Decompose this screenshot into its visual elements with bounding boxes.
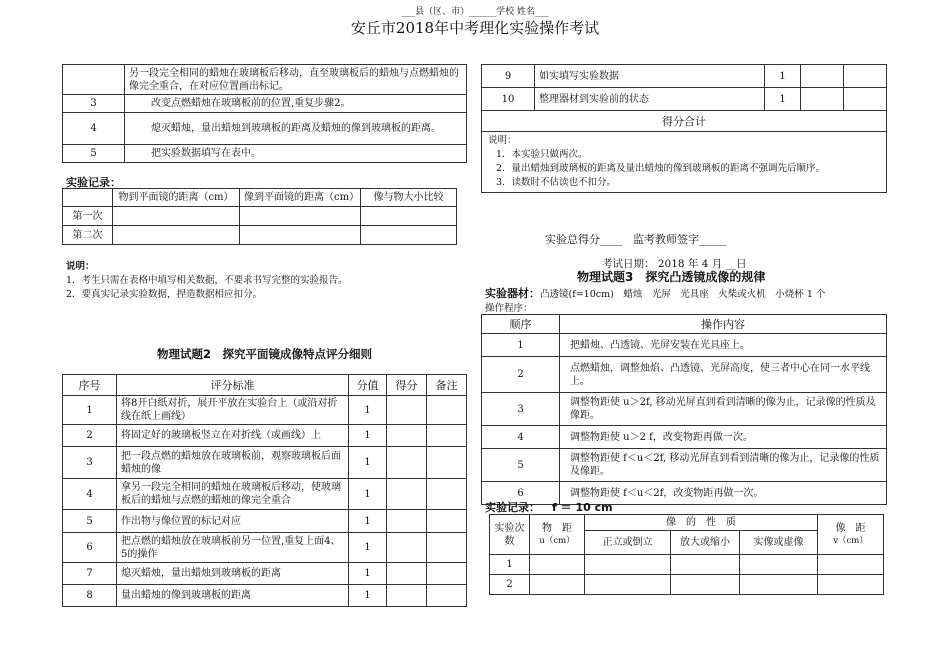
step-text: 熄灭蜡烛，量出蜡烛到玻璃板的距离及蜡烛的像到玻璃板的距离。 bbox=[125, 113, 467, 145]
table-row bbox=[63, 533, 467, 563]
total-label: 得分合计 bbox=[482, 111, 887, 132]
table-row bbox=[490, 555, 884, 575]
empty-cell bbox=[361, 226, 457, 245]
focal-length: f ＝ 10 cm bbox=[552, 501, 613, 514]
operation-text: 点燃蜡烛，调整烛焰、凸透镜、光屏高度，使三者中心在同一水平线上。 bbox=[560, 357, 887, 393]
table-row bbox=[482, 426, 887, 449]
step-number: 5 bbox=[63, 145, 125, 163]
table-row bbox=[482, 334, 887, 357]
empty-cell bbox=[427, 533, 467, 563]
note-item: 3．读数时不估读也不扣分。 bbox=[496, 177, 617, 188]
criterion-text: 将8开白纸对折，展开平放在实验台上（或沿对折线在纸上画线） bbox=[117, 396, 349, 425]
empty-cell bbox=[387, 396, 427, 425]
empty-cell bbox=[427, 510, 467, 533]
equipment-text: 凸透镜(f=10cm) 蜡烛 光屏 光具座 火柴或火机 小烧杯 1 个 bbox=[540, 289, 826, 300]
col-header-image-distance bbox=[818, 515, 884, 555]
col-header-image-nature: 像 的 性 质 bbox=[585, 515, 818, 531]
record-table bbox=[62, 188, 457, 245]
record-header-cell: 像与物大小比较 bbox=[361, 189, 457, 207]
table-header-row bbox=[63, 375, 467, 396]
empty-cell bbox=[387, 447, 427, 479]
score-value: 1 bbox=[349, 396, 387, 425]
criterion-text: 整理器材到实验前的状态 bbox=[535, 88, 765, 111]
table-row bbox=[63, 226, 457, 245]
score-value: 1 bbox=[349, 533, 387, 563]
empty-cell bbox=[801, 65, 844, 88]
procedure-label: 操作程序： bbox=[485, 303, 533, 314]
empty-cell bbox=[427, 425, 467, 447]
row-number: 5 bbox=[482, 449, 560, 482]
record-row-label: 第二次 bbox=[63, 226, 113, 245]
row-number: 6 bbox=[482, 482, 560, 505]
table-row bbox=[63, 479, 467, 510]
table-header-row bbox=[482, 315, 887, 334]
col-header: 备注 bbox=[427, 375, 467, 396]
empty-cell bbox=[427, 447, 467, 479]
notes-label: 说明： bbox=[488, 135, 517, 146]
table-row bbox=[482, 88, 887, 111]
empty-cell bbox=[818, 555, 884, 575]
empty-cell bbox=[387, 510, 427, 533]
note-item: 1．本实验只做两次。 bbox=[496, 149, 588, 160]
empty-cell bbox=[844, 88, 887, 111]
score-value: 1 bbox=[765, 88, 801, 111]
table-row bbox=[63, 396, 467, 425]
empty-cell bbox=[240, 226, 361, 245]
empty-cell bbox=[740, 555, 818, 575]
empty-cell bbox=[585, 575, 671, 595]
operation-text: 把蜡烛、凸透镜、光屏安装在光具座上。 bbox=[560, 334, 887, 357]
exam-date: 考试日期： 2018 年 4 月 __日 bbox=[602, 258, 747, 270]
table-row bbox=[63, 585, 467, 607]
row-number: 5 bbox=[63, 510, 117, 533]
table-row bbox=[63, 563, 467, 585]
header-line: ___县（区、市）______学校 姓名___ bbox=[401, 7, 549, 17]
row-number: 9 bbox=[482, 65, 535, 88]
table-row bbox=[482, 449, 887, 482]
object-distance-unit: u（cm） bbox=[539, 535, 575, 546]
col-header: 顺序 bbox=[482, 315, 560, 334]
object-distance-label: 物 距 bbox=[542, 522, 572, 534]
empty-cell bbox=[427, 563, 467, 585]
operation-text: 调整物距使 u＞2 f，改变物距再做一次。 bbox=[560, 426, 887, 449]
step-number bbox=[63, 65, 125, 95]
image-distance-unit: v（cm） bbox=[833, 535, 868, 546]
table-row bbox=[482, 393, 887, 426]
operation-text: 调整物距使 u＞2f, 移动光屏直到看到清晰的像为止，记录像的性质及像距。 bbox=[560, 393, 887, 426]
col-header: 序号 bbox=[63, 375, 117, 396]
table-row bbox=[63, 65, 467, 95]
table-row bbox=[482, 357, 887, 393]
criterion-text: 熄灭蜡烛，量出蜡烛到玻璃板的距离 bbox=[117, 563, 349, 585]
score-value: 1 bbox=[349, 447, 387, 479]
sub-header: 正立或倒立 bbox=[585, 531, 671, 555]
empty-cell bbox=[818, 575, 884, 595]
table-header-row bbox=[490, 515, 884, 531]
record-row-label: 第一次 bbox=[63, 207, 113, 226]
col-header: 操作内容 bbox=[560, 315, 887, 334]
criterion-text: 如实填写实验数据 bbox=[535, 65, 765, 88]
table-row bbox=[482, 65, 887, 88]
procedure-table bbox=[62, 64, 467, 163]
empty-cell bbox=[387, 533, 427, 563]
sub-header: 放大或缩小 bbox=[671, 531, 740, 555]
table-row bbox=[63, 447, 467, 479]
empty-cell bbox=[671, 555, 740, 575]
sub-header: 实像或虚像 bbox=[740, 531, 818, 555]
test3-record-label: 实验记录： bbox=[485, 501, 540, 514]
criterion-text: 量出蜡烛的像到玻璃板的距离 bbox=[117, 585, 349, 607]
empty-cell bbox=[361, 207, 457, 226]
step-number: 3 bbox=[63, 95, 125, 113]
test3-record-table bbox=[489, 514, 884, 595]
record-header-cell: 物到平面镜的距离（cm） bbox=[113, 189, 240, 207]
step-text: 另一段完全相同的蜡烛在玻璃板后移动，直至玻璃板后的蜡烛与点燃蜡烛的像完全重合，在对应位置画出标记。 bbox=[125, 65, 467, 95]
row-number: 4 bbox=[63, 479, 117, 510]
score-value: 1 bbox=[349, 510, 387, 533]
note-item: 1．考生只需在表格中填写相关数据，不要求书写完整的实验报告。 bbox=[66, 275, 348, 286]
step-text: 改变点燃蜡烛在玻璃板前的位置,重复步骤2。 bbox=[125, 95, 467, 113]
note-item: 2．量出蜡烛到玻璃板的距离及量出蜡烛的像到玻璃板的距离不强调先后顺序。 bbox=[496, 163, 826, 174]
table-row bbox=[63, 425, 467, 447]
row-number: 8 bbox=[63, 585, 117, 607]
col-header: 评分标准 bbox=[117, 375, 349, 396]
score-value: 1 bbox=[349, 585, 387, 607]
col-header: 得分 bbox=[387, 375, 427, 396]
table-row bbox=[482, 132, 887, 193]
table-row bbox=[490, 575, 884, 595]
criterion-text: 将固定好的玻璃板竖立在对折线（或画线）上 bbox=[117, 425, 349, 447]
empty-cell bbox=[427, 396, 467, 425]
equipment-label: 实验器材： bbox=[485, 287, 540, 300]
table-row bbox=[63, 95, 467, 113]
test3-title: 物理试题3 探究凸透镜成像的规律 bbox=[577, 270, 766, 284]
criterion-text: 拿另一段完全相同的蜡烛在玻璃板后移动，使玻璃板后的蜡烛与点燃的蜡烛的像完全重合 bbox=[117, 479, 349, 510]
right-notes bbox=[482, 132, 887, 193]
signature-line: 实验总得分____ 监考教师签字_____ bbox=[545, 233, 727, 246]
record-header-cell: 像到平面镜的距离（cm） bbox=[240, 189, 361, 207]
col-header-object-distance bbox=[530, 515, 585, 555]
operation-text: 调整物距使 f＜u＜2f, 移动光屏直到看到清晰的像为止，记录像的性质及像距。 bbox=[560, 449, 887, 482]
row-number: 10 bbox=[482, 88, 535, 111]
record-label: 实验记录： bbox=[66, 176, 121, 189]
empty-cell bbox=[427, 585, 467, 607]
step-text: 把实验数据填写在表中。 bbox=[125, 145, 467, 163]
table-row bbox=[63, 207, 457, 226]
table-row bbox=[63, 145, 467, 163]
image-distance-label: 像 距 bbox=[835, 522, 866, 534]
table-row bbox=[482, 111, 887, 132]
row-number: 3 bbox=[482, 393, 560, 426]
empty-cell bbox=[113, 226, 240, 245]
note-item: 2．要真实记录实验数据，捏造数据相应扣分。 bbox=[66, 289, 263, 300]
empty-cell bbox=[240, 207, 361, 226]
row-number: 2 bbox=[482, 357, 560, 393]
row-number: 2 bbox=[63, 425, 117, 447]
row-number: 7 bbox=[63, 563, 117, 585]
empty-cell bbox=[530, 555, 585, 575]
empty-cell bbox=[387, 585, 427, 607]
col-header: 分值 bbox=[349, 375, 387, 396]
score-value: 1 bbox=[349, 425, 387, 447]
test2-table-continued bbox=[481, 64, 887, 193]
table-row bbox=[63, 113, 467, 145]
col-header-order: 实验次数 bbox=[490, 515, 530, 555]
notes-label: 说明： bbox=[66, 261, 95, 272]
table-row bbox=[63, 189, 457, 207]
operation-text: 调整物距使 f＜u＜2f，改变物距再做一次。 bbox=[560, 482, 887, 505]
score-value: 1 bbox=[349, 563, 387, 585]
empty-cell bbox=[530, 575, 585, 595]
empty-cell bbox=[585, 555, 671, 575]
step-number: 4 bbox=[63, 113, 125, 145]
row-number: 1 bbox=[490, 555, 530, 575]
empty-cell bbox=[387, 563, 427, 585]
row-number: 1 bbox=[63, 396, 117, 425]
table-row bbox=[63, 510, 467, 533]
row-number: 3 bbox=[63, 447, 117, 479]
left-notes bbox=[66, 260, 466, 302]
empty-cell bbox=[387, 479, 427, 510]
row-number: 6 bbox=[63, 533, 117, 563]
table-row bbox=[482, 482, 887, 505]
criterion-text: 把一段点燃的蜡烛放在玻璃板前，观察玻璃板后面蜡烛的像 bbox=[117, 447, 349, 479]
empty-cell bbox=[427, 479, 467, 510]
score-value: 1 bbox=[349, 479, 387, 510]
equipment-line bbox=[485, 285, 895, 301]
empty-cell bbox=[801, 88, 844, 111]
row-number: 2 bbox=[490, 575, 530, 595]
test2-title: 物理试题2 探究平面镜成像特点评分细则 bbox=[157, 347, 372, 361]
empty-cell bbox=[671, 575, 740, 595]
criterion-text: 作出物与像位置的标记对应 bbox=[117, 510, 349, 533]
empty-cell bbox=[113, 207, 240, 226]
empty-cell bbox=[387, 425, 427, 447]
empty-cell bbox=[844, 65, 887, 88]
test3-procedure-table bbox=[481, 314, 887, 505]
score-value: 1 bbox=[765, 65, 801, 88]
record-header-cell bbox=[63, 189, 113, 207]
criterion-text: 把点燃的蜡烛放在玻璃板前另一位置,重复上面4、5的操作 bbox=[117, 533, 349, 563]
page-title: 安丘市2018年中考理化实验操作考试 bbox=[350, 19, 600, 37]
row-number: 4 bbox=[482, 426, 560, 449]
row-number: 1 bbox=[482, 334, 560, 357]
empty-cell bbox=[740, 575, 818, 595]
test2-table bbox=[62, 374, 467, 607]
